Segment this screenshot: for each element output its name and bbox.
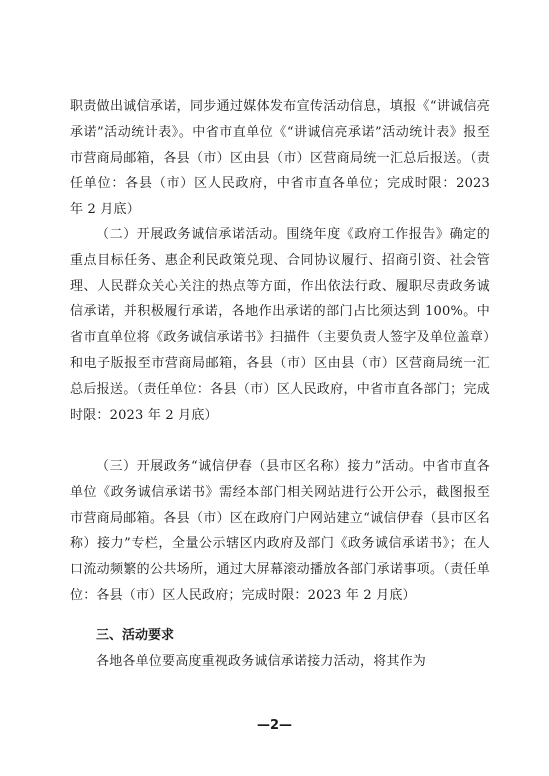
section-heading-requirements: 三、活动要求 bbox=[96, 628, 175, 643]
paragraph-requirements: 各地各单位要高度重视政务诚信承诺接力活动，将其作为 bbox=[96, 654, 427, 669]
page-number: —2— bbox=[256, 718, 293, 733]
paragraph-integrity-commitment: （二）开展政务诚信承诺活动。围绕年度《政府工作报告》确定的重点目标任务、惠企利民政策兑现、合同协议履行、招商引资、社会管理、人民群众关心关注的热点等方面，作出依法行政、履职尽责政务诚信承诺，并积极履行承诺，各地作出承诺的部门占比须达到 100%。中省市直单位将《政务诚信承诺书》扫描件（主要负责人签字及单位盖章）和电子版报至市营商局邮箱，各县（市）区由县（市）区营商局统一汇总后报送。（责任单位：各县（市）区人民政府，中省市直各部门；完成时限：2023 年 2 月底） bbox=[70, 227, 490, 423]
paragraph-statistics-report: 职责做出诚信承诺，同步通过媒体发布宣传活动信息，填报《“讲诚信亮承诺”活动统计表》。中省市直单位《“讲诚信亮承诺”活动统计表》报至市营商局邮箱，各县（市）区由县（市）区营商局统一汇总后报送。（责任单位：各县（市）区人民政府，中省市直各单位；完成时限：2023 年 2 月底） bbox=[70, 99, 490, 218]
paragraph-integrity-relay: （三）开展政务“诚信伊春（县市区名称）接力”活动。中省市直各单位《政务诚信承诺书》需经本部门相关网站进行公开公示，截图报至市营商局邮箱。各县（市）区在政府门户网站建立“诚信伊春（县市区名称）接力”专栏，全量公示辖区内政府及部门《政务诚信承诺书》；在人口流动频繁的公共场所，通过大屏幕滚动播放各部门承诺事项。（责任单位：各县（市）区人民政府；完成时限：2023 年 2 月底） bbox=[70, 459, 490, 603]
